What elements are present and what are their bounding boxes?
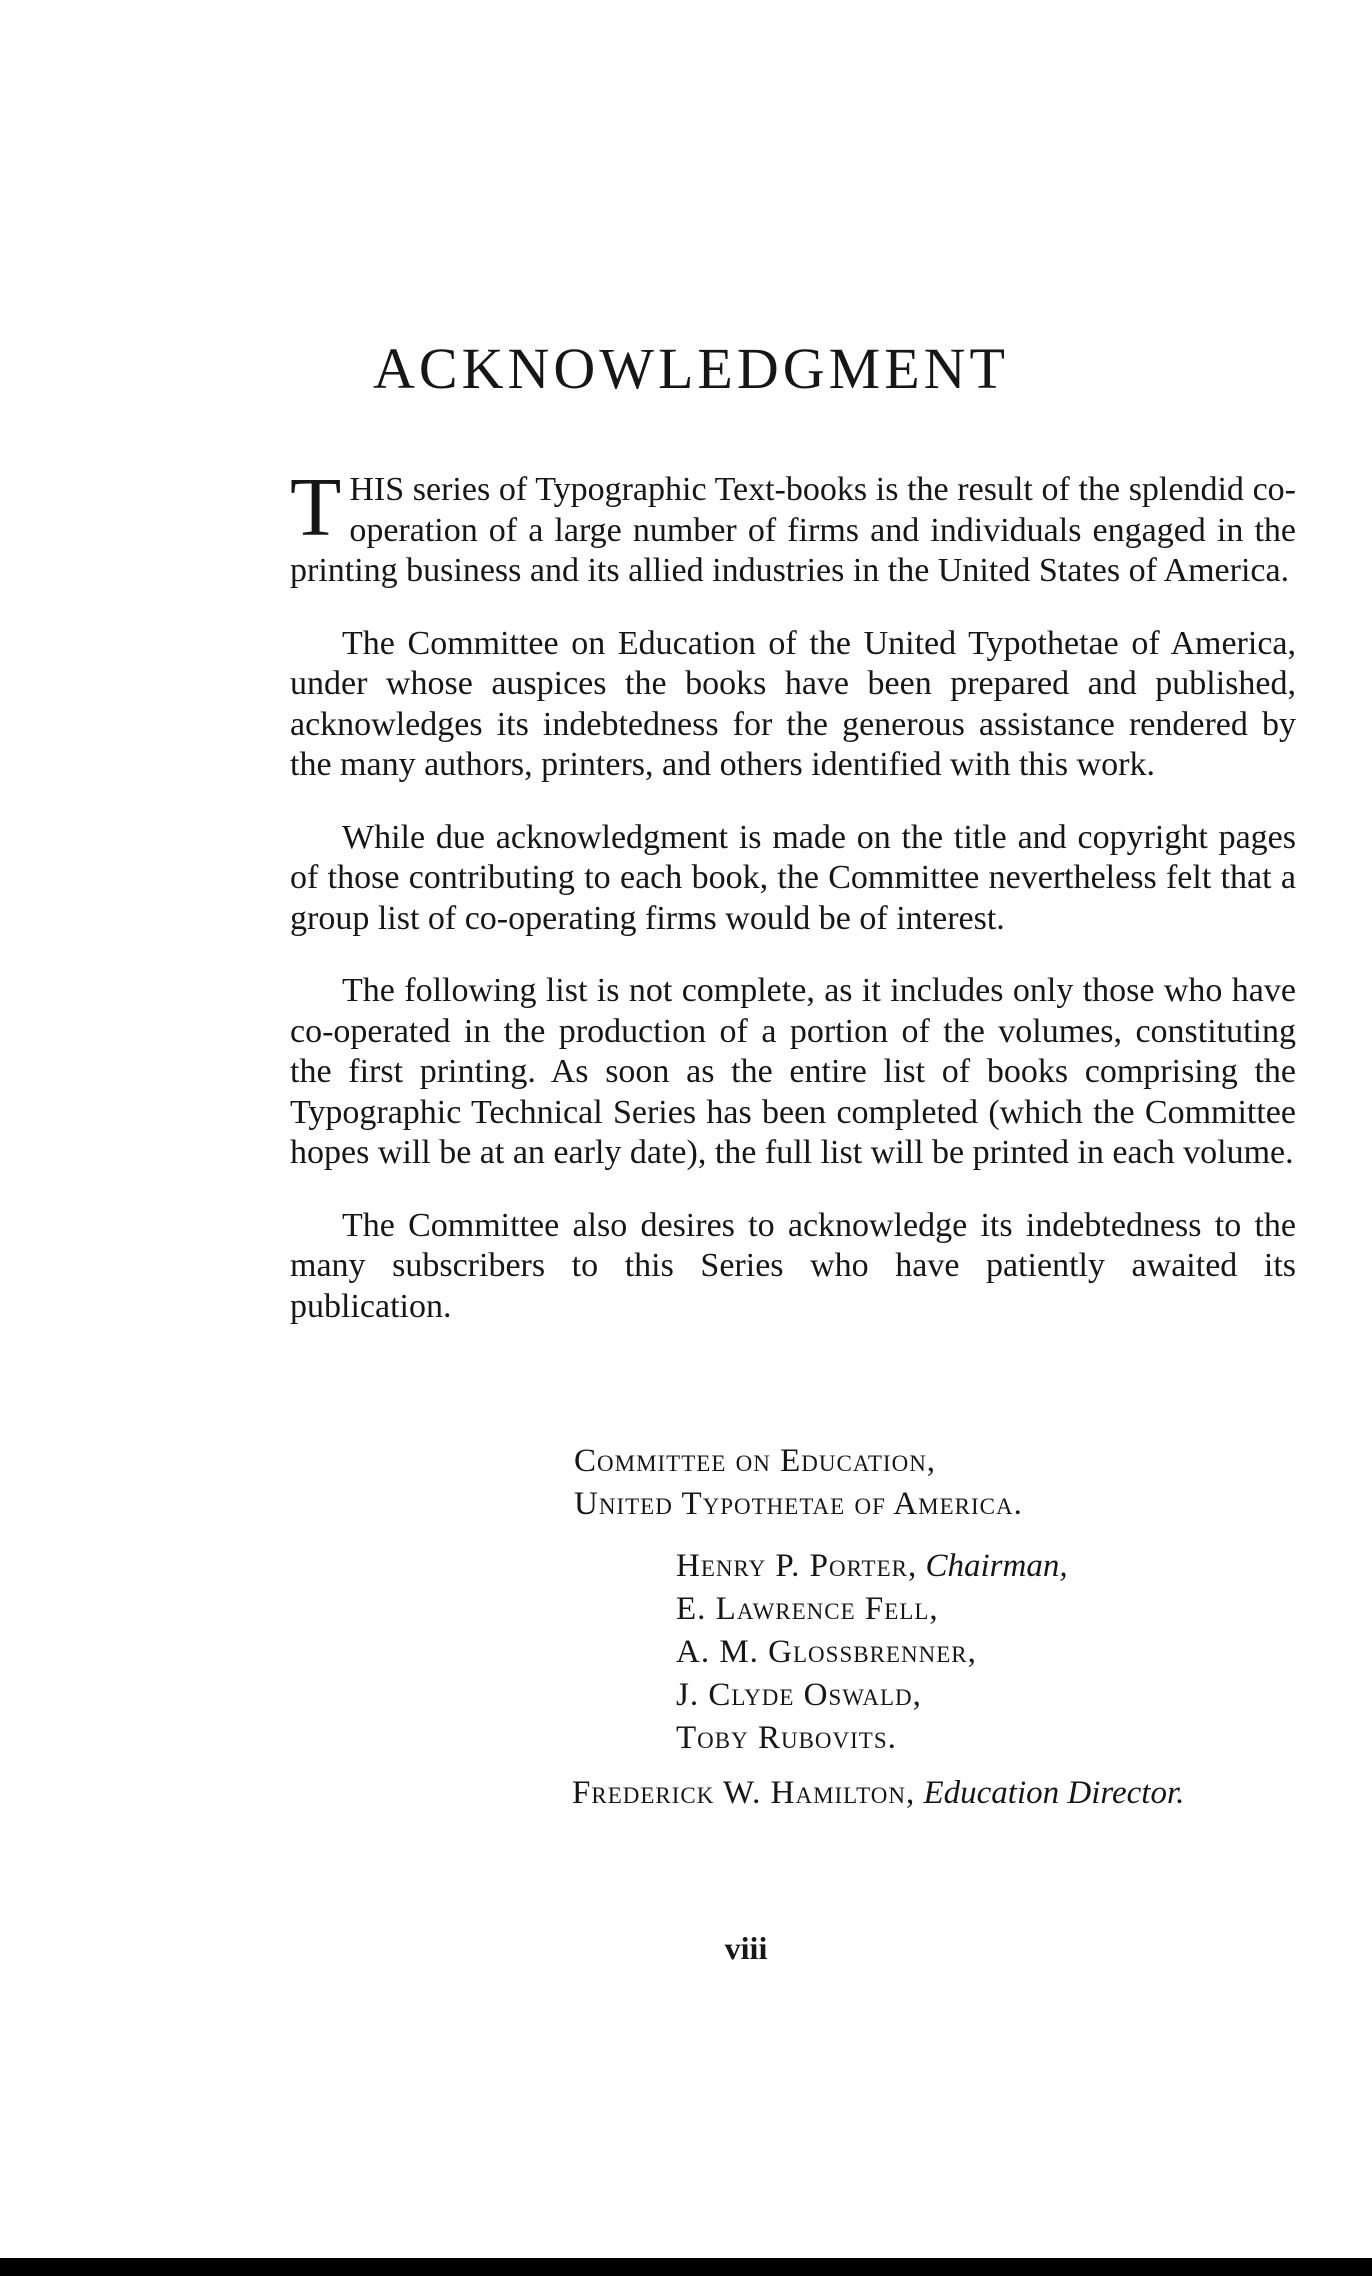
- member-row: [676, 1545, 1068, 1588]
- paragraph-3: While due acknowledgment is made on the title and copyright pages of those contributing to each book, the Committee nevertheless felt that a group list of co-operating firms would be of interest.: [290, 818, 1296, 937]
- member-row: [676, 1717, 1068, 1760]
- director-name: Frederick W. Hamilton,: [572, 1775, 916, 1811]
- paragraph-5: The Committee also desires to acknowledge its indebtedness to the many subscribers to this Series who have patiently awaited its publication.: [290, 1206, 1296, 1325]
- member-role: Chairman,: [925, 1548, 1068, 1584]
- member-name: E. Lawrence Fell,: [676, 1591, 939, 1627]
- drop-cap: T: [290, 461, 342, 554]
- committee-members: [676, 1545, 1068, 1760]
- signature-block: [574, 1440, 1023, 1526]
- member-name: J. Clyde Oswald,: [676, 1677, 922, 1713]
- paragraph-4: The following list is not complete, as it includes only those who have co-operated in the production of a portion of the volumes, constituting the first printing. As soon as the entire list of books comprising the Typographic Technical Series has been completed (which the Committee hopes will be at an early date), the full list will be printed in each volume.: [290, 972, 1296, 1171]
- member-name: Toby Rubovits.: [676, 1720, 897, 1756]
- page-number: viii: [724, 1930, 768, 1966]
- director-role: Education Director.: [923, 1775, 1185, 1811]
- member-row: [676, 1674, 1068, 1717]
- body-text: [290, 461, 1296, 1359]
- signature-line-organization: United Typothetae of America.: [574, 1486, 1023, 1522]
- paragraph-1: [290, 461, 1296, 592]
- member-row: [676, 1631, 1068, 1674]
- page-title: ACKNOWLEDGMENT: [373, 336, 1009, 401]
- member-name: A. M. Glossbrenner,: [676, 1634, 977, 1670]
- education-director: [572, 1772, 1184, 1815]
- scan-edge-bar: [0, 2258, 1372, 2276]
- member-name: Henry P. Porter,: [676, 1548, 918, 1584]
- member-row: [676, 1588, 1068, 1631]
- paragraph-2: The Committee on Education of the United Typothetae of America, under whose auspices the books have been prepared and published, acknowledges its indebtedness for the generous assistance rendered by the many authors, printers, and others identified with this work.: [290, 624, 1296, 783]
- signature-line-committee: Committee on Education,: [574, 1443, 937, 1479]
- paragraph-1-text: HIS series of Typographic Text-books is the result of the splendid co-operation of a large number of firms and individuals engaged in the printing business and its allied industries in the United States of America.: [290, 471, 1296, 589]
